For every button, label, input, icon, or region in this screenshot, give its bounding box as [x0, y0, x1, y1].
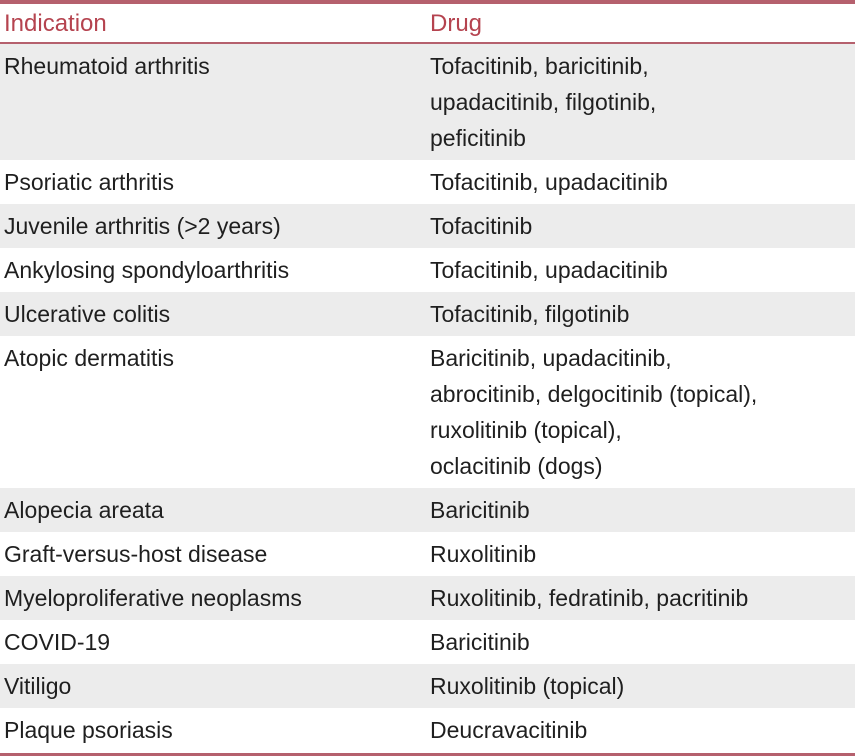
table-row — [0, 204, 855, 248]
drug-line: Tofacitinib, baricitinib, — [430, 53, 649, 79]
drug-line: Tofacitinib — [430, 213, 533, 239]
drug-line: Deucravacitinib — [430, 717, 588, 743]
header-drug: Drug — [430, 10, 483, 37]
drug-cell — [428, 340, 855, 484]
table-row — [0, 532, 855, 576]
indication-cell: Juvenile arthritis (>2 years) — [4, 213, 281, 239]
table-header-row — [0, 4, 855, 44]
drug-line: ruxolitinib (topical), — [430, 417, 622, 443]
indication-cell: Vitiligo — [4, 673, 72, 699]
indication-cell: COVID-19 — [4, 629, 111, 655]
table-row — [0, 576, 855, 620]
table-row — [0, 160, 855, 204]
table-row — [0, 708, 855, 750]
drug-line: Baricitinib — [430, 629, 530, 655]
drug-cell — [428, 252, 855, 288]
drug-cell — [428, 580, 855, 616]
drug-cell — [428, 712, 855, 748]
table-body — [0, 44, 855, 750]
drug-cell — [428, 208, 855, 244]
drug-line: Baricitinib — [430, 497, 530, 523]
table-row — [0, 620, 855, 664]
drug-line: upadacitinib, filgotinib, — [430, 89, 657, 115]
drug-cell — [428, 164, 855, 200]
drug-line: peficitinib — [430, 125, 526, 151]
header-indication: Indication — [4, 10, 107, 37]
drug-cell — [428, 48, 855, 156]
table-row — [0, 248, 855, 292]
drug-cell — [428, 668, 855, 704]
indication-cell: Plaque psoriasis — [4, 717, 173, 743]
drug-line: Ruxolitinib (topical) — [430, 673, 625, 699]
table-row — [0, 44, 855, 160]
drug-line: oclacitinib (dogs) — [430, 453, 603, 479]
indication-cell: Graft-versus-host disease — [4, 541, 268, 567]
indication-cell: Atopic dermatitis — [4, 345, 175, 371]
drug-cell — [428, 624, 855, 660]
drug-line: Tofacitinib, upadacitinib — [430, 257, 668, 283]
drug-cell — [428, 492, 855, 528]
table-row — [0, 292, 855, 336]
indication-cell: Myeloproliferative neoplasms — [4, 585, 302, 611]
drug-cell — [428, 296, 855, 332]
table-row — [0, 664, 855, 708]
drug-line: Ruxolitinib — [430, 541, 537, 567]
drug-cell — [428, 536, 855, 572]
table-row — [0, 488, 855, 532]
drug-line: abrocitinib, delgocitinib (topical), — [430, 381, 758, 407]
indication-cell: Psoriatic arthritis — [4, 169, 174, 195]
indication-cell: Alopecia areata — [4, 497, 164, 523]
table-row — [0, 336, 855, 488]
indication-cell: Ulcerative colitis — [4, 301, 171, 327]
indication-cell: Rheumatoid arthritis — [4, 53, 210, 79]
drug-line: Ruxolitinib, fedratinib, pacritinib — [430, 585, 749, 611]
drug-line: Tofacitinib, upadacitinib — [430, 169, 668, 195]
drug-line: Baricitinib, upadacitinib, — [430, 345, 672, 371]
drug-line: Tofacitinib, filgotinib — [430, 301, 630, 327]
indication-cell: Ankylosing spondyloarthritis — [4, 257, 290, 283]
